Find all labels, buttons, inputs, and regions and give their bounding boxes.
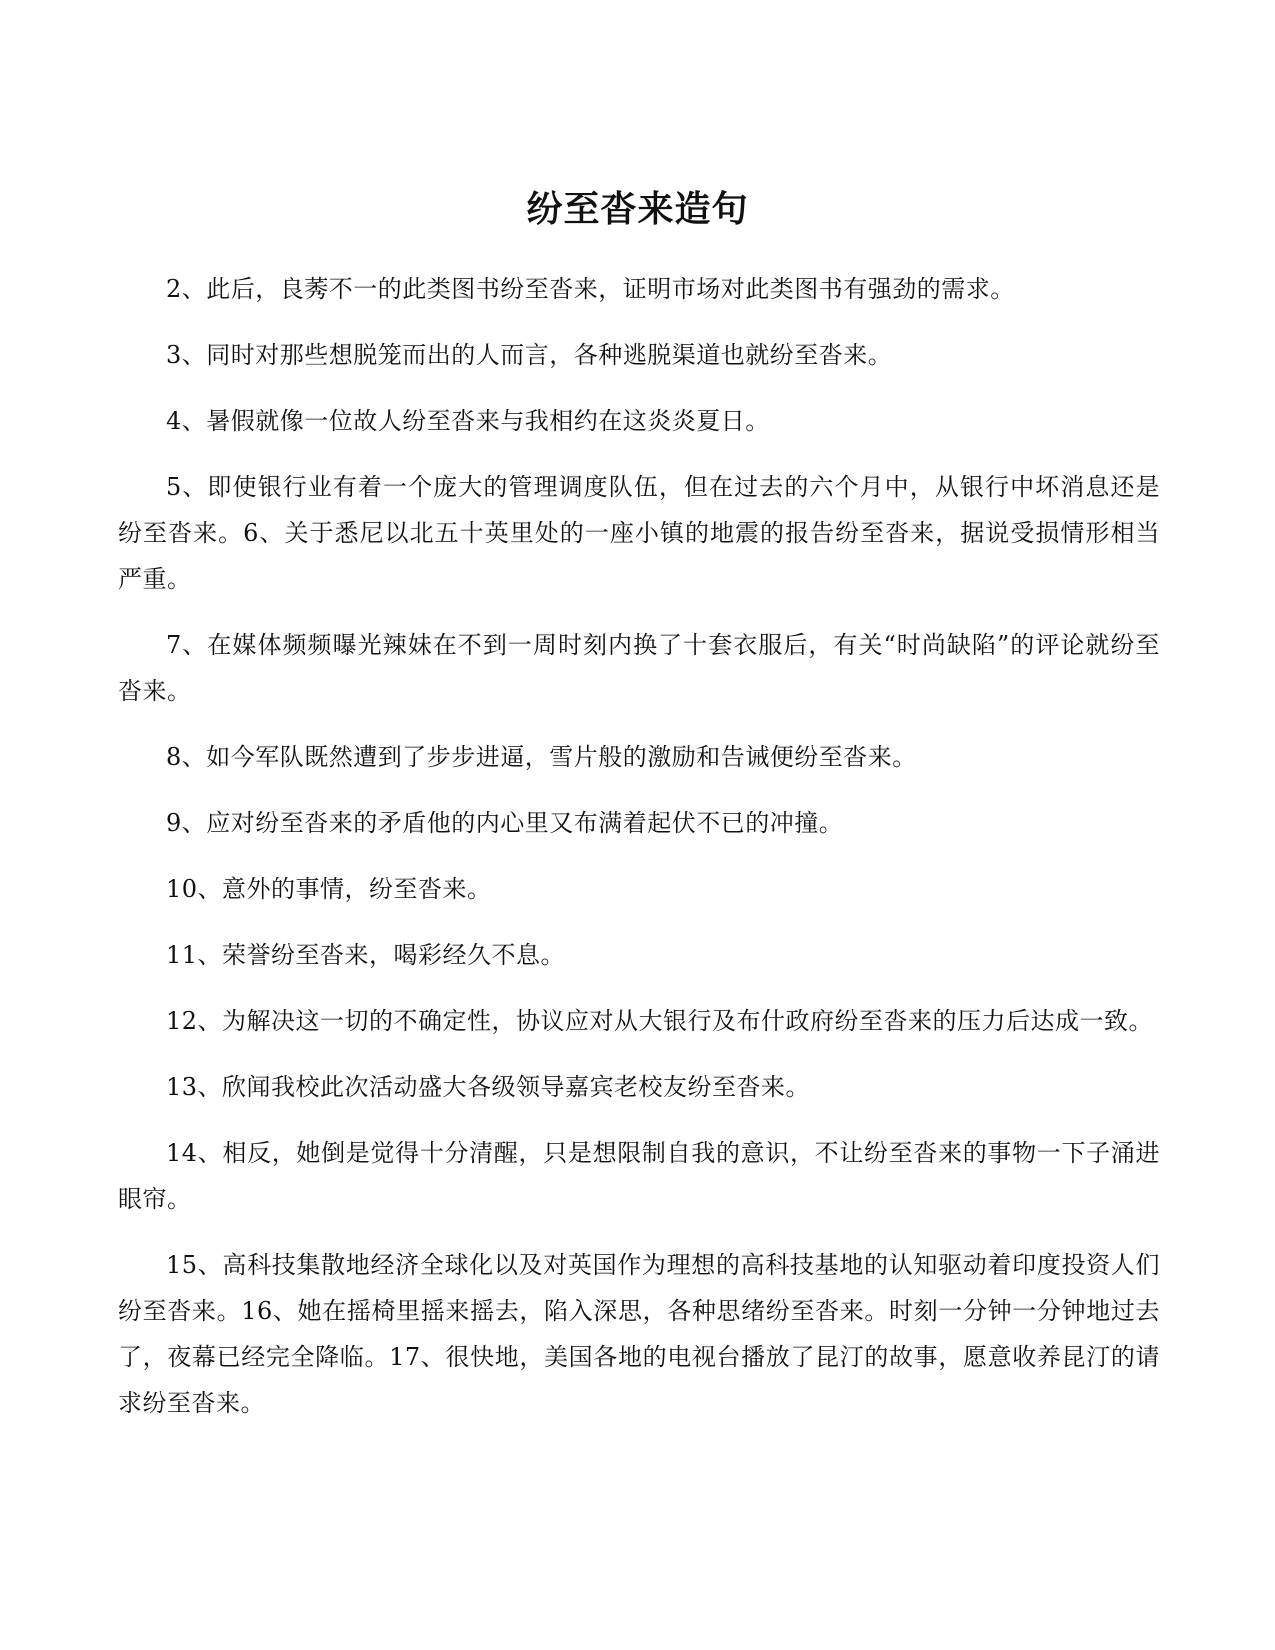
paragraph: 4、暑假就像一位故人纷至沓来与我相约在这炎炎夏日。 xyxy=(166,407,770,435)
paragraph: 3、同时对那些想脱笼而出的人而言，各种逃脱渠道也就纷至沓来。 xyxy=(166,341,893,369)
paragraph: 9、应对纷至沓来的矛盾他的内心里又布满着起伏不已的冲撞。 xyxy=(166,809,844,837)
document-body xyxy=(118,266,1160,1446)
paragraph: 8、如今军队既然遭到了步步进逼，雪片般的激励和告诫便纷至沓来。 xyxy=(166,743,917,771)
paragraph: 15、高科技集散地经济全球化以及对英国作为理想的高科技基地的认知驱动着印度投资人们纷至沓来。16、她在摇椅里摇来摇去，陷入深思，各种思绪纷至沓来。时刻一分钟一分钟地过去了，夜幕已经完全降临。17、很快地，美国各地的电视台播放了昆汀的故事，愿意收养昆汀的请求纷至沓来。 xyxy=(118,1251,1160,1417)
paragraph: 14、相反，她倒是觉得十分清醒，只是想限制自我的意识，不让纷至沓来的事物一下子涌进眼帘。 xyxy=(118,1139,1160,1213)
paragraph: 7、在媒体频频曝光辣妹在不到一周时刻内换了十套衣服后，有关“时尚缺陷”的评论就纷至沓来。 xyxy=(118,631,1160,705)
document-title: 纷至沓来造句 xyxy=(526,189,749,230)
paragraph: 2、此后，良莠不一的此类图书纷至沓来，证明市场对此类图书有强劲的需求。 xyxy=(166,275,1015,303)
paragraph: 5、即使银行业有着一个庞大的管理调度队伍，但在过去的六个月中，从银行中坏消息还是纷至沓来。6、关于悉尼以北五十英里处的一座小镇的地震的报告纷至沓来，据说受损情形相当严重。 xyxy=(118,473,1160,593)
paragraph: 12、为解决这一切的不确定性，协议应对从大银行及布什政府纷至沓来的压力后达成一致。 xyxy=(166,1007,1154,1035)
paragraph: 10、意外的事情，纷至沓来。 xyxy=(166,875,492,903)
paragraph: 11、荣誉纷至沓来，喝彩经久不息。 xyxy=(166,941,566,969)
paragraph: 13、欣闻我校此次活动盛大各级领导嘉宾老校友纷至沓来。 xyxy=(166,1073,811,1101)
